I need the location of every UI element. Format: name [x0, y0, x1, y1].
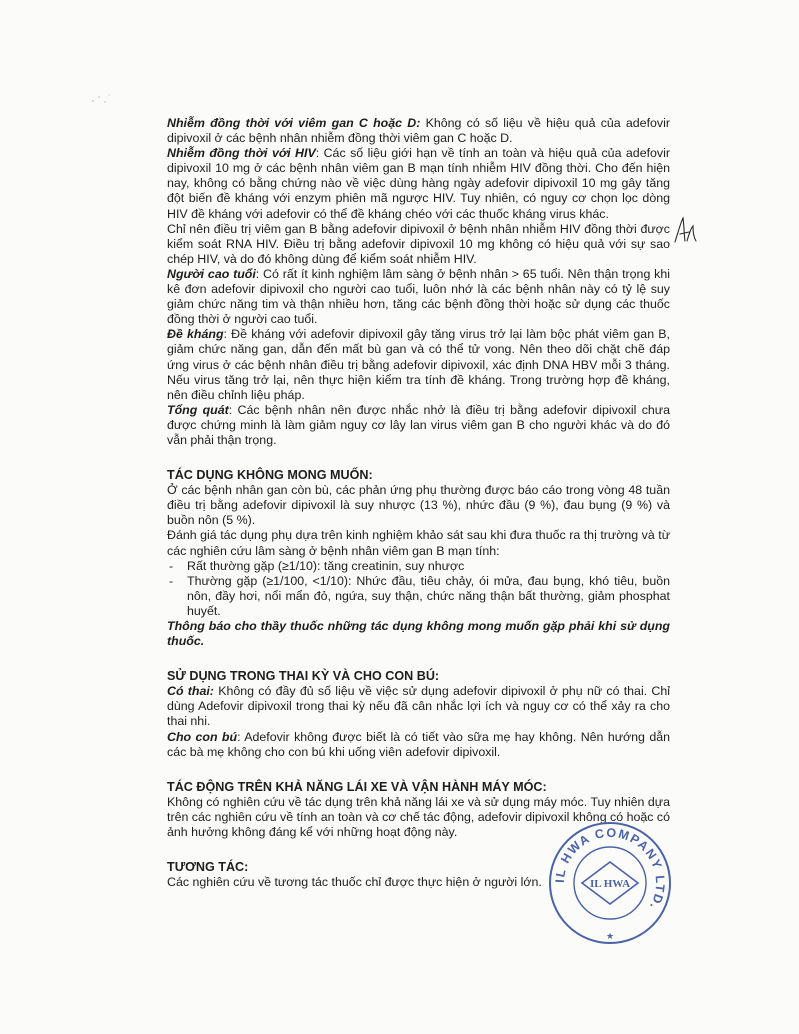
- handwritten-initials: [672, 214, 698, 248]
- paragraph-hiv-treatment: Chỉ nên điều trị viêm gan B bằng adefovir dipivoxil ở bệnh nhân nhiễm HIV đồng thời được kiểm soát RNA HIV. Điều trị bằng adefovir dipivoxil 10 mg không có hiệu quả với sự sao chép HIV, và do đó không dùng để kiểm soát nhiễm HIV.: [167, 221, 670, 266]
- label-breastfeeding: Cho con bú: [167, 729, 238, 744]
- document-page: [167, 116, 670, 890]
- label-elderly: Người cao tuổi: [167, 266, 256, 281]
- list-item: - Thường gặp (≥1/100, <1/10): Nhức đầu, tiêu chảy, ói mửa, đau bụng, khó tiêu, buồn nôn, đầy hơi, nổi mẩn đỏ, ngứa, suy thận, chức năng thận bất thường, giảm phosphat huyết.: [167, 574, 670, 619]
- paragraph-breastfeeding: Cho con bú: Adefovir không được biết là có tiết vào sữa mẹ hay không. Nên hướng dẫn các bà mẹ không cho con bú khi uống viên adefovir dipivoxil.: [167, 729, 671, 759]
- label-pregnancy: Có thai:: [167, 684, 214, 699]
- paragraph-general: Tổng quát: Các bệnh nhân nên được nhắc nhở là điều trị bằng adefovir dipivoxil chưa được chứng minh là làm giảm nguy cơ lây lan virus viêm gan B cho người khác và do đó vẫn phải thận trọng.: [167, 402, 670, 447]
- heading-interactions: TƯƠNG TÁC:: [167, 860, 249, 875]
- paragraph-interactions: Các nghiên cứu về tương tác thuốc chỉ được thực hiện ở người lớn.: [167, 875, 542, 890]
- heading-driving: TÁC ĐỘNG TRÊN KHẢ NĂNG LÁI XE VÀ VẬN HÀNH MÁY MÓC:: [167, 779, 547, 794]
- paragraph-adverse-1: Ở các bệnh nhân gan còn bù, các phản ứng phụ thường được báo cáo trong vòng 48 tuần điều trị bằng adefovir dipivoxil là suy nhược (13 %), nhức đầu (9 %), đau bụng (9 %) và buồn nôn (5 %).: [167, 483, 670, 528]
- heading-pregnancy: SỬ DỤNG TRONG THAI KỲ VÀ CHO CON BÚ:: [167, 669, 440, 684]
- list-item: - Rất thường gặp (≥1/10): tăng creatinin, suy nhược: [167, 559, 670, 574]
- label-coinfection-hepatitis: Nhiễm đồng thời với viêm gan C hoặc D:: [167, 116, 421, 130]
- paragraph-pregnancy: Có thai: Không có đầy đủ số liệu về việc sử dụng adefovir dipivoxil ở phụ nữ có thai. Chỉ dùng Adefovir dipivoxil trong thai kỳ nếu đã cân nhắc lợi ích và nguy cơ có thể xảy ra cho thai nhi.: [167, 684, 670, 729]
- heading-adverse-effects: TÁC DỤNG KHÔNG MONG MUỐN:: [167, 468, 373, 483]
- paragraph-elderly: Người cao tuổi: Có rất ít kinh nghiệm lâm sàng ở bệnh nhân > 65 tuổi. Nên thận trọng khi kê đơn adefovir dipivoxil cho người cao tuổi, luôn nhớ là các bệnh nhân này có tỷ lệ suy giảm chức năng tim và thận nhiều hơn, tăng các bệnh đồng thời hoặc sử dụng các thuốc đồng thời ở người cao tuổi.: [167, 266, 670, 327]
- notice-report-side-effects: Thông báo cho thầy thuốc những tác dụng không mong muốn gặp phải khi sử dụng thuốc.: [167, 619, 670, 649]
- paragraph-adverse-2: Đánh giá tác dụng phụ dựa trên kinh nghiệm khảo sát sau khi đưa thuốc ra thị trường và từ các nghiên cứu lâm sàng ở bệnh nhân viêm gan B mạn tính:: [167, 528, 670, 558]
- company-stamp: [545, 818, 675, 948]
- stamp-star-icon: ★: [605, 932, 615, 942]
- stamp-ring-text: IL HWA COMPANY LTD.: [552, 825, 668, 913]
- paragraph-coinfection-hiv: Nhiễm đồng thời với HIV: Các số liệu giới hạn về tính an toàn và hiệu quả của adefovir dipivoxil 10 mg ở các bệnh nhân viêm gan B mạn tính nhiễm HIV đồng thời. Cho đến hiện nay, không có bằng chứng nào về việc dùng hàng ngày adefovir dipivoxil 10 mg gây tăng đột biến đề kháng với enzym phiên mã ngược HIV. Tuy nhiên, có nguy cơ chọn lọc dòng HIV đề kháng với adefovir có thể đề kháng chéo với các thuốc kháng virus khác.: [167, 146, 670, 221]
- label-coinfection-hiv: Nhiễm đồng thời với HIV: [167, 146, 316, 161]
- paragraph-driving: Không có nghiên cứu về tác dụng trên khả năng lái xe và sử dụng máy móc. Tuy nhiên dựa trên các nghiên cứu về tính an toàn và cơ chế tác động, adefovir dipivoxil không có hoặc có ảnh hưởng không đáng kể với những hoạt động này.: [167, 794, 670, 840]
- adverse-effects-list: [167, 559, 670, 619]
- scan-specks: [90, 92, 112, 106]
- paragraph-coinfection-hepatitis: Nhiễm đồng thời với viêm gan C hoặc D: Không có số liệu về hiệu quả của adefovir dipivoxil ở các bệnh nhân nhiễm đồng thời viêm gan C hoặc D.: [167, 116, 670, 146]
- label-resistance: Đề kháng: [167, 327, 224, 342]
- label-general: Tổng quát: [167, 402, 229, 417]
- paragraph-resistance: Đề kháng: Đề kháng với adefovir dipivoxil gây tăng virus trở lại làm bộc phát viêm gan B, giảm chức năng gan, dẫn đến mất bù gan và có thể tử vong. Nên theo dõi chặt chẽ đáp ứng virus ở các bệnh nhân điều trị bằng adefovir dipivoxil, xác định DNA HBV mỗi 3 tháng. Nếu virus tăng trở lại, nên thực hiện kiểm tra tính đề kháng. Trong trường hợp đề kháng, nên điều chỉnh liệu pháp.: [167, 327, 670, 402]
- stamp-logo-text: IL HWA: [589, 878, 631, 890]
